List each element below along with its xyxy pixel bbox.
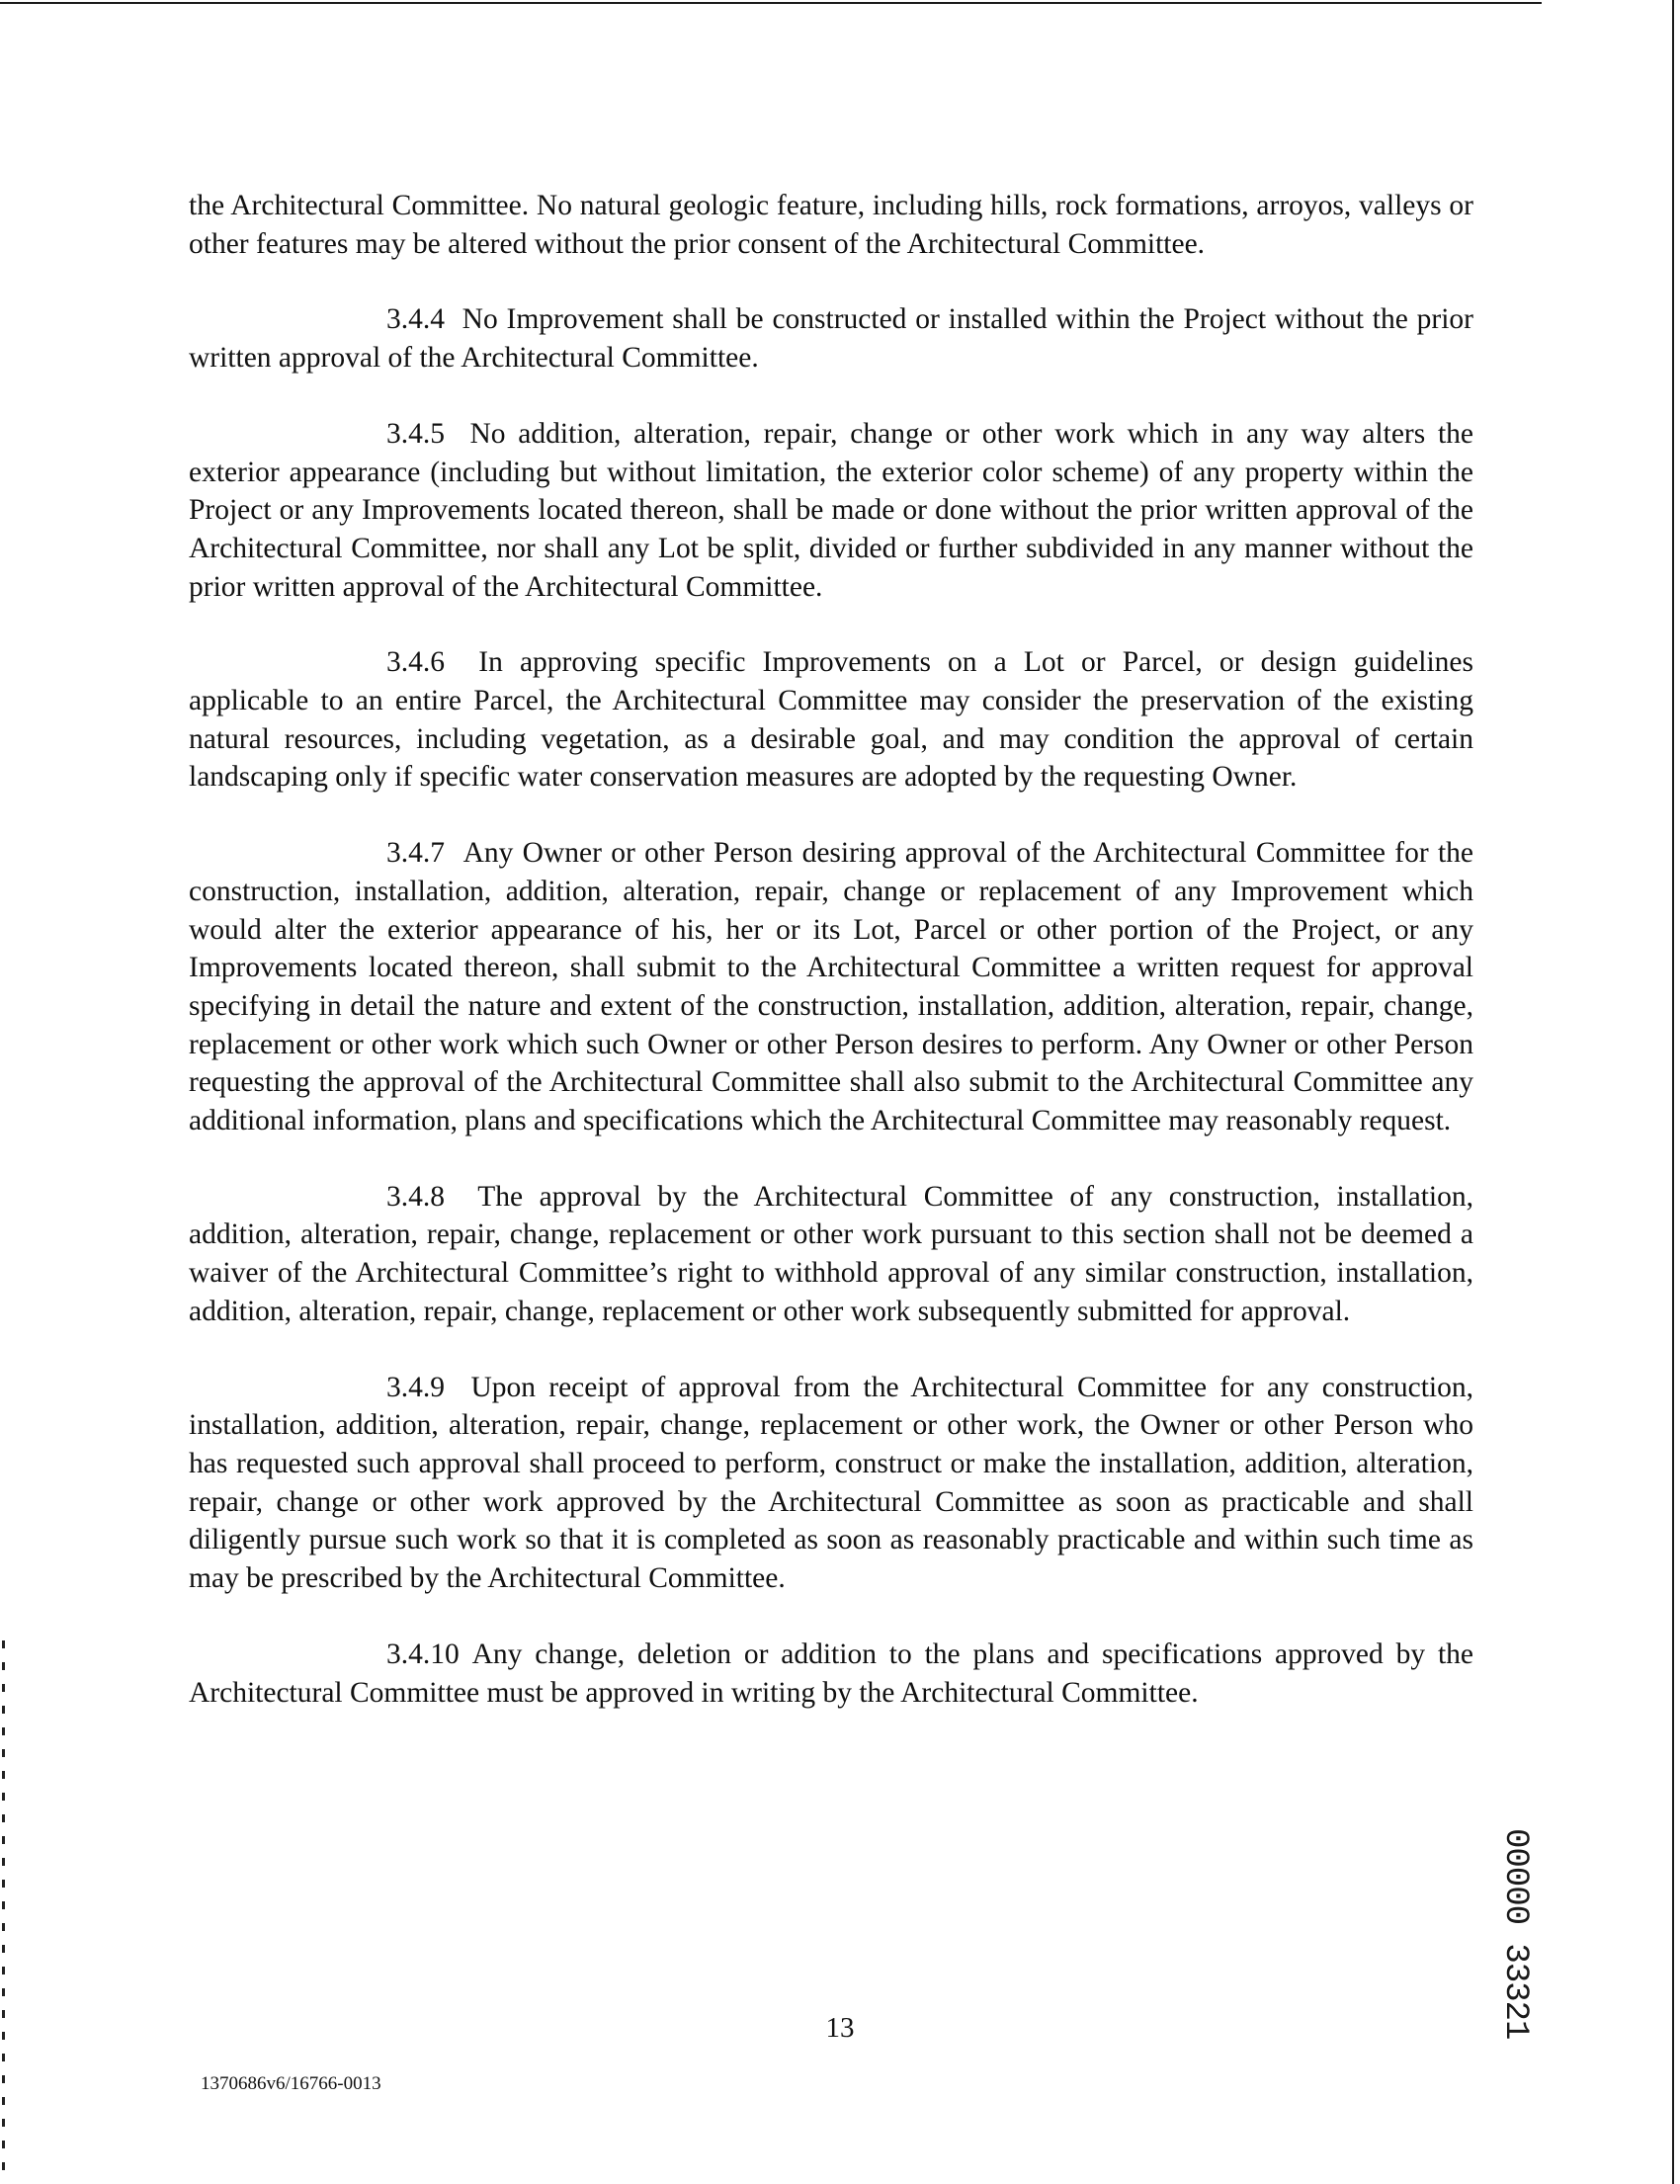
scan-right-border — [1672, 0, 1674, 2184]
paragraph-text: The approval by the Architectural Committee of any construction, installation, addition, alteration, repair, change, replacement or other work pursuant to this section shall not be deemed a waiver of the Architectural Committee’s right to withhold approval of any similar construction, installation, addition, alteration, repair, change, replacement or other work subsequently submitted for approval. — [189, 1180, 1474, 1327]
paragraph-3-4-8 — [189, 1178, 1473, 1331]
side-stamp: 00000 33321 — [1496, 1828, 1534, 2040]
section-number: 3.4.9 — [386, 1371, 445, 1403]
paragraph-text: Upon receipt of approval from the Architectural Committee for any construction, installation, addition, alteration, repair, change, replacement or other work, the Owner or other Person who has requested such approval shall proceed to perform, construct or make the installation, addition, alteration, repair, change or other work approved by the Architectural Committee as soon as practicable and shall diligently pursue such work so that it is completed as soon as reasonably practicable and within such time as may be prescribed by the Architectural Committee. — [189, 1371, 1474, 1595]
document-id: 1370686v6/16766-0013 — [201, 2073, 381, 2094]
paragraph-3-4-10 — [189, 1636, 1473, 1712]
paragraph-3-4-5 — [189, 415, 1473, 607]
section-number: 3.4.7 — [386, 837, 445, 870]
paragraph-3-4-6 — [189, 643, 1473, 797]
paragraph-3-4-7 — [189, 834, 1473, 1140]
document-body — [189, 187, 1473, 1749]
scan-top-border — [0, 2, 1542, 4]
section-number: 3.4.10 — [386, 1638, 460, 1670]
paragraph-3-4-9 — [189, 1369, 1473, 1598]
paragraph-text: the Architectural Committee. No natural geologic feature, including hills, rock formations, arroyos, valleys or other features may be altered without the prior consent of the Architectural Committee. — [189, 190, 1473, 260]
section-number: 3.4.4 — [386, 303, 445, 336]
page-number: 13 — [825, 2012, 855, 2044]
paragraph-continuation — [189, 187, 1473, 263]
section-number: 3.4.5 — [386, 417, 445, 450]
paragraph-3-4-4 — [189, 300, 1473, 377]
paragraph-text: In approving specific Improvements on a Lot or Parcel, or design guidelines applicable to an entire Parcel, the Architectural Committee may consider the preservation of the existing natural resources, including vegetation, as a desirable goal, and may condition the approval of certain landscaping only if specific water conservation measures are adopted by the requesting Owner. — [189, 646, 1473, 794]
paragraph-text: Any change, deletion or addition to the plans and specifications approved by the Architectural Committee must be approved in writing by the Architectural Committee. — [189, 1638, 1473, 1709]
paragraph-text: No Improvement shall be constructed or installed within the Project without the prior written approval of the Architectural Committee. — [189, 303, 1473, 375]
scan-left-marks — [2, 1640, 5, 2184]
paragraph-text: Any Owner or other Person desiring approval of the Architectural Committee for the construction, installation, addition, alteration, repair, change or replacement of any Improvement which would alter the exterior appearance of his, her or its Lot, Parcel or other portion of the Project, or any Improvements located thereon, shall submit to the Architectural Committee a written request for approval specifying in detail the nature and extent of the construction, installation, addition, alteration, repair, change, replacement or other work which such Owner or other Person desires to perform. Any Owner or other Person requesting the approval of the Architectural Committee shall also submit to the Architectural Committee any additional information, plans and specifications which the Architectural Committee may reasonably request. — [189, 837, 1473, 1137]
section-number: 3.4.8 — [386, 1180, 445, 1213]
section-number: 3.4.6 — [386, 646, 445, 679]
paragraph-text: No addition, alteration, repair, change or other work which in any way alters the exterior appearance (including but without limitation, the exterior color scheme) of any property within the Project or any Improvements located thereon, shall be made or done without the prior written approval of the Architectural Committee, nor shall any Lot be split, divided or further subdivided in any manner without the prior written approval of the Architectural Committee. — [189, 417, 1473, 603]
